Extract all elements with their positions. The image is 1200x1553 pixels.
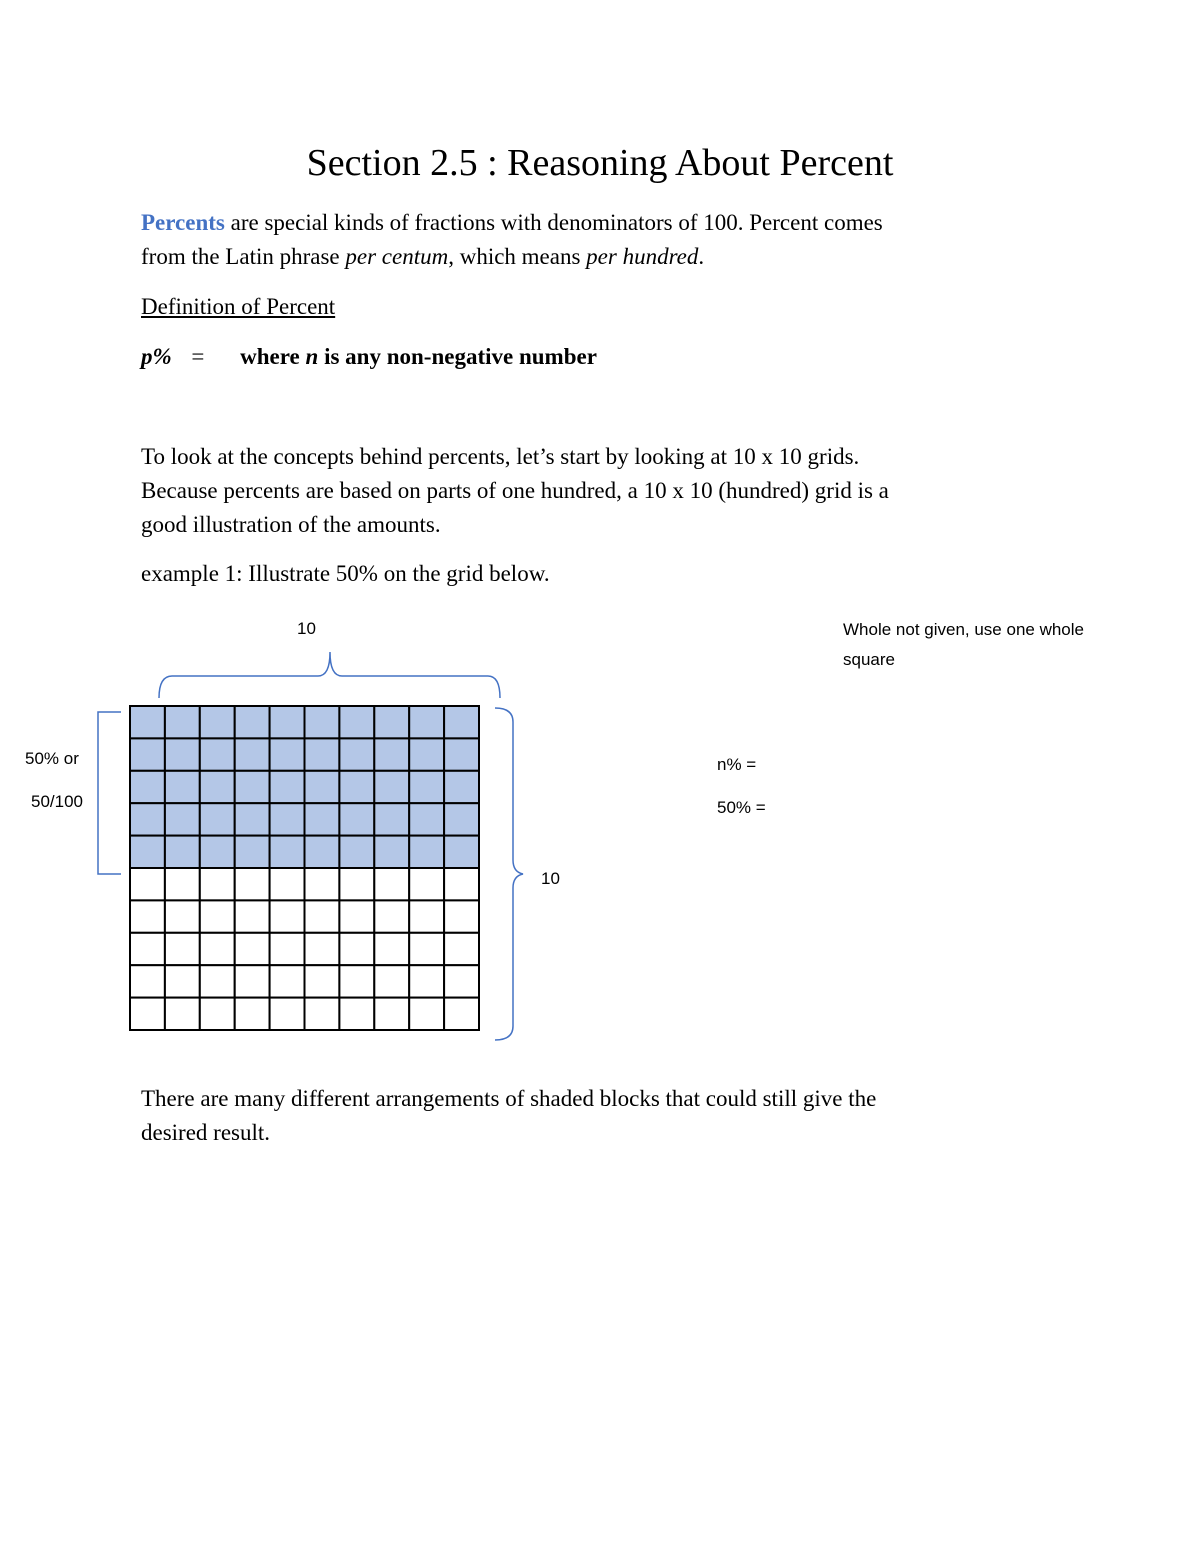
grid-cell: [200, 933, 235, 965]
shaded-grid-cell: [200, 771, 235, 803]
shaded-grid-cell: [130, 803, 165, 835]
grid-cell: [305, 998, 340, 1030]
shaded-percent-label: 50% or: [25, 749, 79, 768]
grid-cell: [165, 900, 200, 932]
shaded-fraction-label: 50/100: [31, 792, 83, 811]
n-percent-equation: n% =: [717, 755, 757, 774]
grid-cell: [374, 998, 409, 1030]
shaded-grid-cell: [130, 836, 165, 868]
shaded-grid-cell: [130, 706, 165, 738]
hundred-grid: [130, 706, 479, 1030]
shaded-grid-cell: [374, 706, 409, 738]
shaded-grid-cell: [444, 803, 479, 835]
grid-cell: [305, 900, 340, 932]
shaded-grid-cell: [130, 771, 165, 803]
grid-cell: [444, 868, 479, 900]
shaded-grid-cell: [270, 836, 305, 868]
right-dimension-label: 10: [541, 869, 560, 888]
example-label: example 1: Illustrate 50% on the grid below.: [141, 561, 550, 586]
top-dimension-label: 10: [297, 619, 316, 638]
grid-cell: [409, 965, 444, 997]
shaded-grid-cell: [409, 771, 444, 803]
shaded-grid-cell: [235, 738, 270, 770]
shaded-grid-cell: [374, 803, 409, 835]
where-text-1: where: [240, 344, 306, 369]
grid-cell: [165, 965, 200, 997]
grid-cell: [374, 868, 409, 900]
variable-n: n: [305, 344, 319, 369]
grid-cell: [235, 998, 270, 1030]
intro-line-2-start: from the Latin phrase: [141, 244, 346, 269]
grid-cell: [374, 965, 409, 997]
shaded-grid-cell: [165, 738, 200, 770]
grid-cell: [339, 998, 374, 1030]
grid-cell: [130, 900, 165, 932]
grid-cell: [130, 868, 165, 900]
grid-cell: [444, 998, 479, 1030]
grid-cell: [409, 900, 444, 932]
shaded-grid-cell: [339, 836, 374, 868]
whole-note-line-2: square: [843, 650, 895, 669]
grid-cell: [200, 998, 235, 1030]
shaded-grid-cell: [200, 803, 235, 835]
shaded-grid-cell: [305, 771, 340, 803]
grid-cell: [235, 900, 270, 932]
shaded-grid-cell: [339, 803, 374, 835]
shaded-grid-cell: [444, 738, 479, 770]
shaded-grid-cell: [305, 836, 340, 868]
grid-cell: [305, 933, 340, 965]
where-text-2: is any non-negative number: [318, 344, 597, 369]
grid-cell: [270, 998, 305, 1030]
grid-cell: [235, 965, 270, 997]
page-title: Section 2.5 : Reasoning About Percent: [306, 142, 894, 184]
grid-cell: [200, 965, 235, 997]
shaded-grid-cell: [165, 706, 200, 738]
grid-cell: [165, 868, 200, 900]
shaded-grid-cell: [339, 738, 374, 770]
shaded-grid-cell: [270, 706, 305, 738]
shaded-grid-cell: [270, 738, 305, 770]
shaded-grid-cell: [409, 836, 444, 868]
shaded-grid-cell: [444, 706, 479, 738]
grid-cell: [444, 933, 479, 965]
grid-cell: [130, 933, 165, 965]
shaded-grid-cell: [409, 706, 444, 738]
shaded-grid-cell: [409, 738, 444, 770]
definition-heading: Definition of Percent: [141, 294, 336, 319]
closing-paragraph: [141, 1082, 1101, 1150]
shaded-grid-cell: [305, 738, 340, 770]
closing-line-1: There are many different arrangements of shaded blocks that could still give the: [141, 1086, 877, 1111]
shaded-grid-cell: [374, 771, 409, 803]
meaning-phrase: per hundred: [586, 244, 699, 269]
intro-line-2-mid: , which means: [448, 244, 587, 269]
shaded-grid-cell: [165, 771, 200, 803]
grid-cell: [339, 933, 374, 965]
shaded-grid-cell: [235, 836, 270, 868]
whole-note-line-1: Whole not given, use one whole: [843, 620, 1084, 639]
grid-cell: [305, 965, 340, 997]
latin-phrase: per centum: [345, 244, 449, 269]
grid-cell: [339, 900, 374, 932]
formula-lhs: p%: [141, 344, 172, 369]
shaded-grid-cell: [374, 738, 409, 770]
shaded-grid-cell: [235, 771, 270, 803]
grid-cell: [339, 868, 374, 900]
shaded-grid-cell: [165, 836, 200, 868]
shaded-grid-cell: [444, 836, 479, 868]
left-bracket: [98, 712, 121, 874]
grid-cell: [235, 933, 270, 965]
shaded-grid-cell: [235, 706, 270, 738]
grid-cell: [305, 868, 340, 900]
grid-cell: [130, 998, 165, 1030]
grids-line-1: To look at the concepts behind percents, let’s start by looking at 10 x 10 grids.: [141, 444, 860, 469]
intro-line-2-end: .: [698, 244, 705, 269]
shaded-grid-cell: [305, 803, 340, 835]
grid-cell: [200, 868, 235, 900]
percents-keyword: Percents: [141, 210, 225, 235]
grids-line-3: good illustration of the amounts.: [141, 512, 441, 537]
grid-cell: [165, 933, 200, 965]
shaded-grid-cell: [305, 706, 340, 738]
formula-equals: =: [191, 344, 205, 369]
shaded-grid-cell: [374, 836, 409, 868]
shaded-grid-cell: [235, 803, 270, 835]
grid-cell: [270, 965, 305, 997]
shaded-grid-cell: [339, 706, 374, 738]
grid-cell: [444, 900, 479, 932]
shaded-grid-cell: [200, 836, 235, 868]
grid-cell: [270, 900, 305, 932]
top-brace: [159, 652, 500, 698]
shaded-grid-cell: [130, 738, 165, 770]
shaded-grid-cell: [200, 738, 235, 770]
grid-cell: [374, 900, 409, 932]
grid-cell: [409, 933, 444, 965]
grid-cell: [339, 965, 374, 997]
shaded-grid-cell: [444, 771, 479, 803]
closing-line-2: desired result.: [141, 1120, 271, 1145]
fifty-percent-equation: 50% =: [717, 798, 766, 817]
grid-cell: [165, 998, 200, 1030]
shaded-grid-cell: [165, 803, 200, 835]
shaded-grid-cell: [339, 771, 374, 803]
right-brace: [495, 708, 523, 1040]
grids-line-2: Because percents are based on parts of one hundred, a 10 x 10 (hundred) grid is a: [141, 478, 889, 503]
intro-line-1-rest: are special kinds of fractions with denominators of 100. Percent comes: [224, 210, 883, 235]
shaded-grid-cell: [270, 771, 305, 803]
grid-cell: [270, 868, 305, 900]
grid-cell: [374, 933, 409, 965]
shaded-grid-cell: [200, 706, 235, 738]
shaded-grid-cell: [409, 803, 444, 835]
grid-cell: [270, 933, 305, 965]
grid-cell: [235, 868, 270, 900]
grid-cell: [444, 965, 479, 997]
shaded-grid-cell: [270, 803, 305, 835]
grid-cell: [130, 965, 165, 997]
grid-cell: [409, 868, 444, 900]
grid-cell: [200, 900, 235, 932]
grid-cell: [409, 998, 444, 1030]
